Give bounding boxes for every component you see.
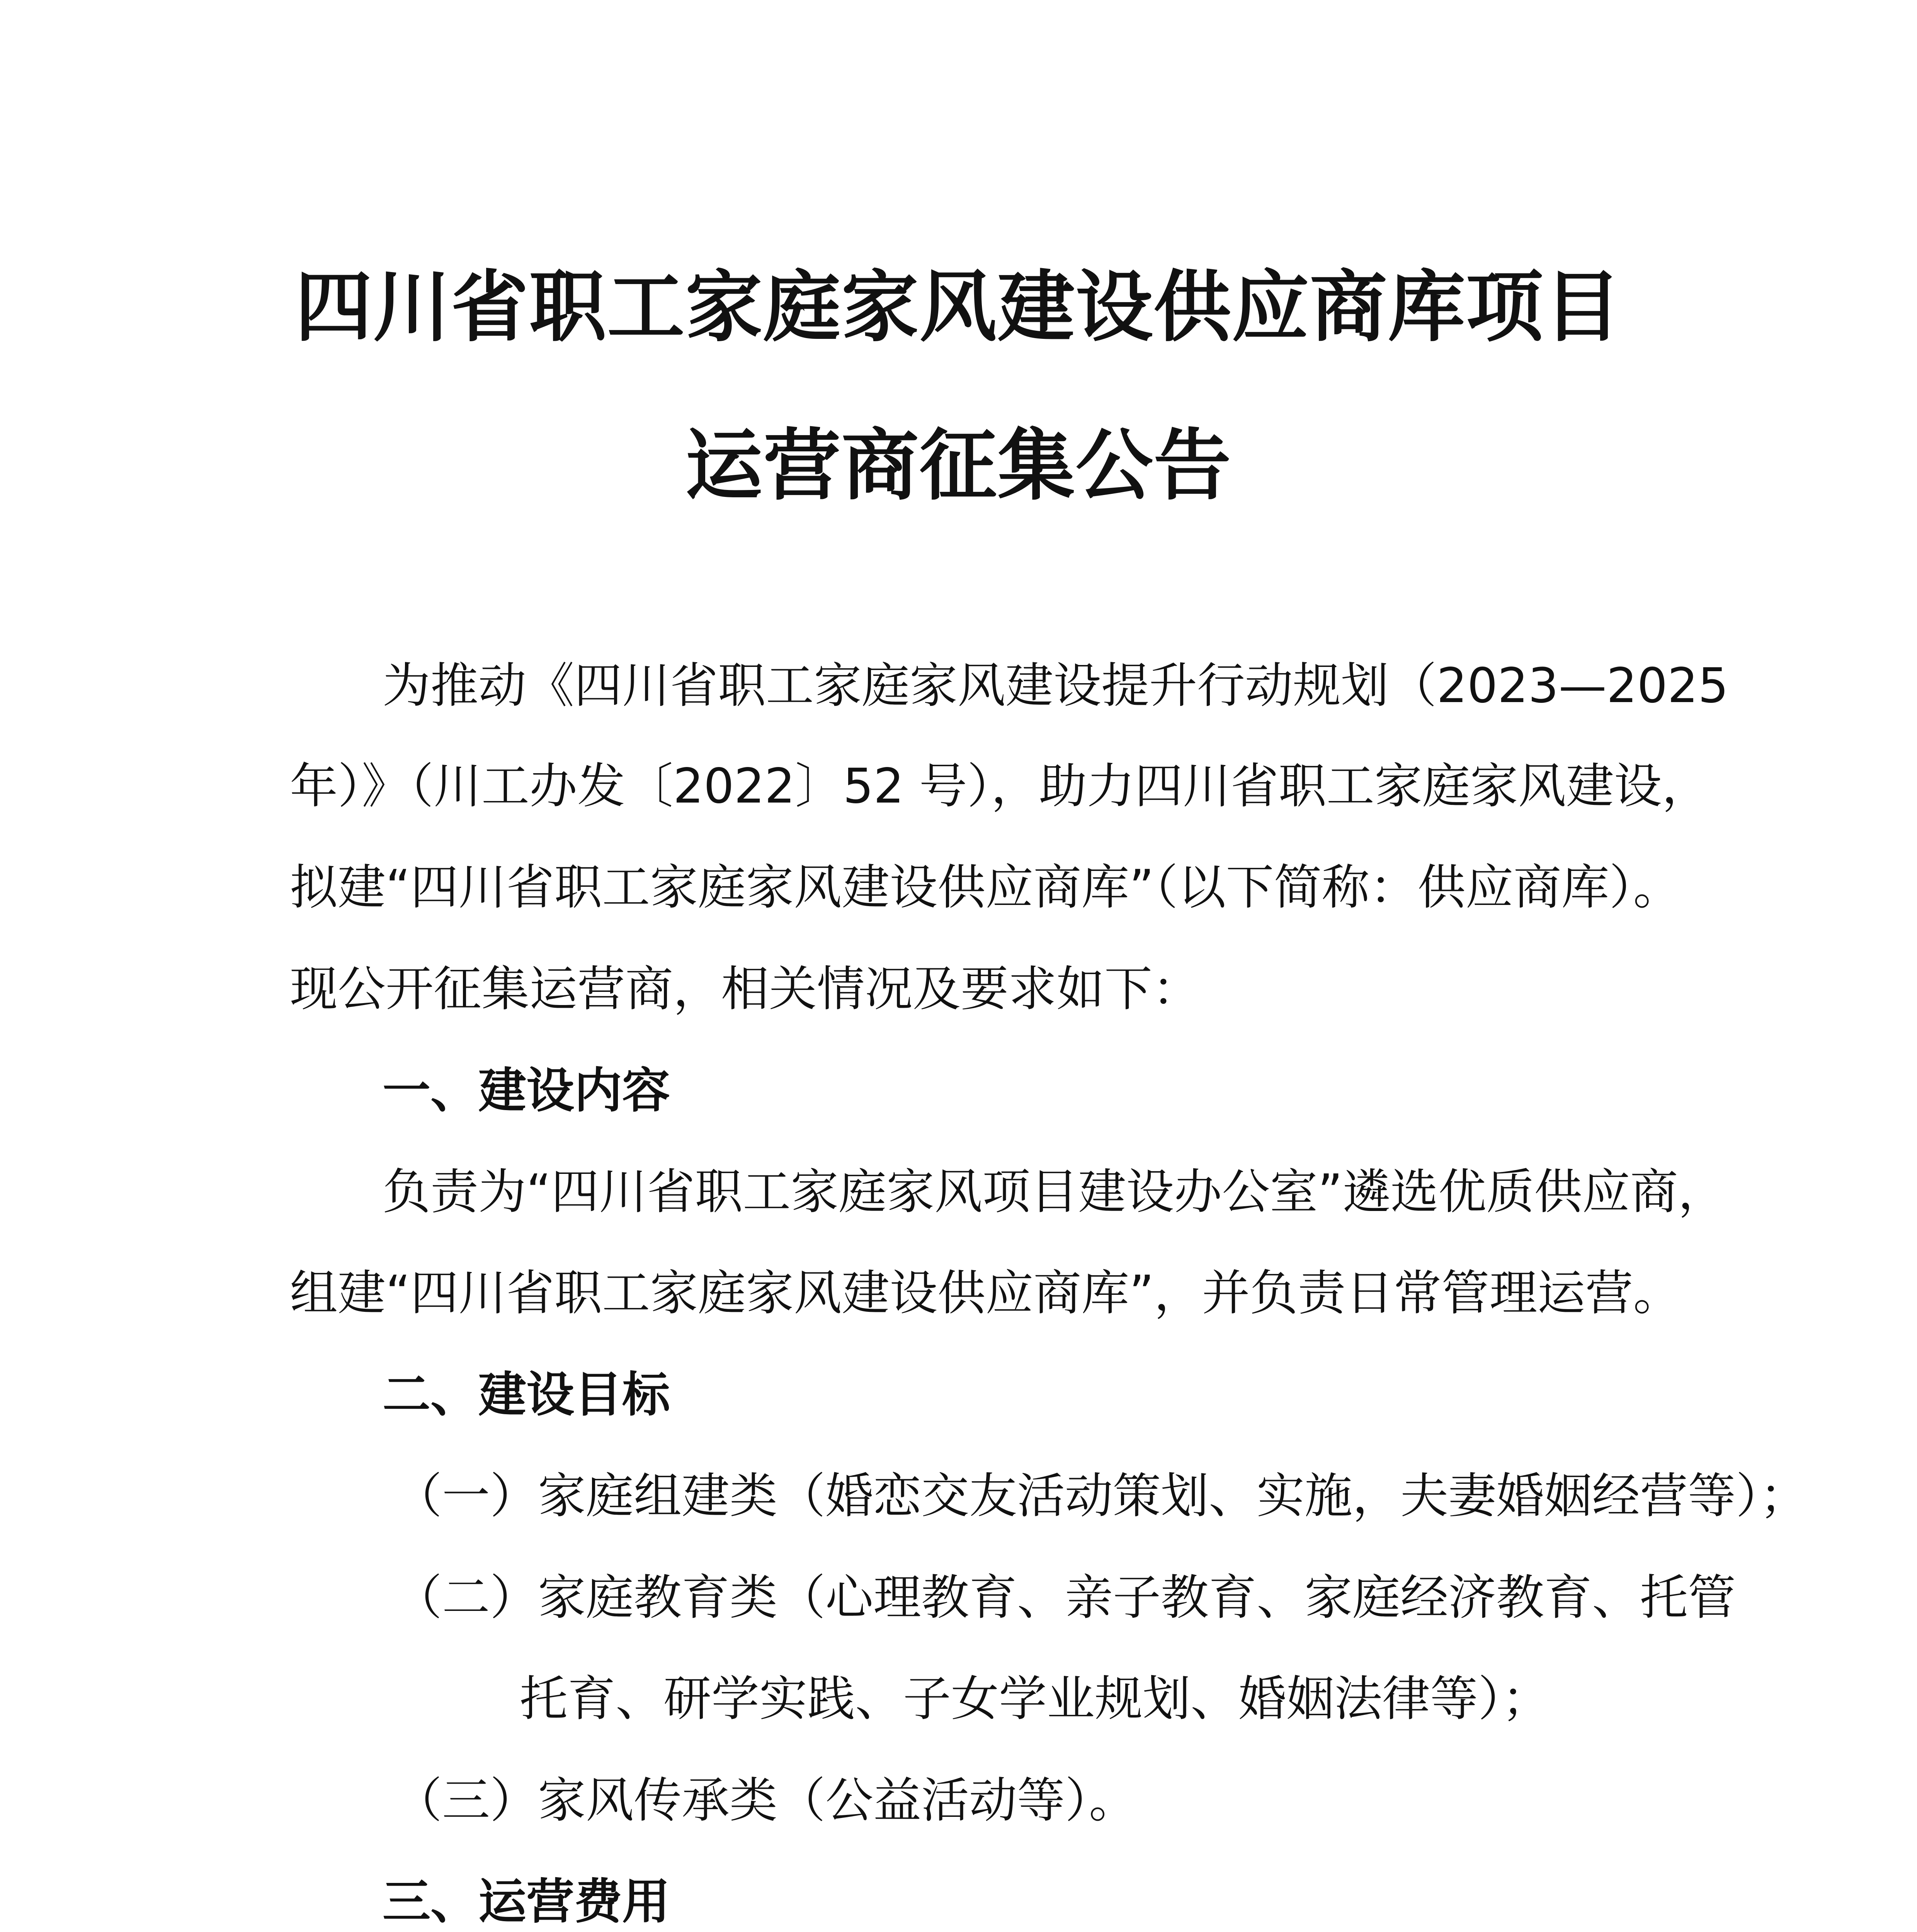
- title-line-2: 运营商征集公告: [685, 420, 1232, 511]
- intro-line-2: 年）》（川工办发〔2022〕52 号），助力四川省职工家庭家风建设，: [290, 759, 1710, 814]
- section-2-item-2-line-2: 托育、研学实践、子女学业规划、婚姻法律等）；: [520, 1671, 1550, 1727]
- intro-line-1: 为推动《四川省职工家庭家风建设提升行动规划（2023—2025: [383, 658, 1729, 714]
- section-1-heading: 一、建设内容: [383, 1063, 670, 1119]
- section-2-item-1: （一）家庭组建类（婚恋交友活动策划、实施，夫妻婚姻经营等）；: [394, 1468, 1808, 1524]
- section-2-item-3: （三）家风传承类（公益活动等）。: [394, 1773, 1137, 1828]
- section-1-line-2: 组建“四川省职工家庭家风建设供应商库”，并负责日常管理运营。: [290, 1265, 1681, 1321]
- section-2-item-2-line-1: （二）家庭教育类（心理教育、亲子教育、家庭经济教育、托管: [394, 1570, 1736, 1626]
- title-line-1: 四川省职工家庭家风建设供应商库项目: [295, 262, 1622, 352]
- section-3-heading: 三、运营费用: [383, 1874, 670, 1930]
- section-1-line-1: 负责为“四川省职工家庭家风项目建设办公室”遴选优质供应商，: [383, 1164, 1726, 1220]
- intro-line-3: 拟建“四川省职工家庭家风建设供应商库”（以下简称：供应商库）。: [290, 860, 1681, 915]
- intro-line-4: 现公开征集运营商，相关情况及要求如下：: [290, 961, 1201, 1017]
- section-2-heading: 二、建设目标: [383, 1367, 670, 1423]
